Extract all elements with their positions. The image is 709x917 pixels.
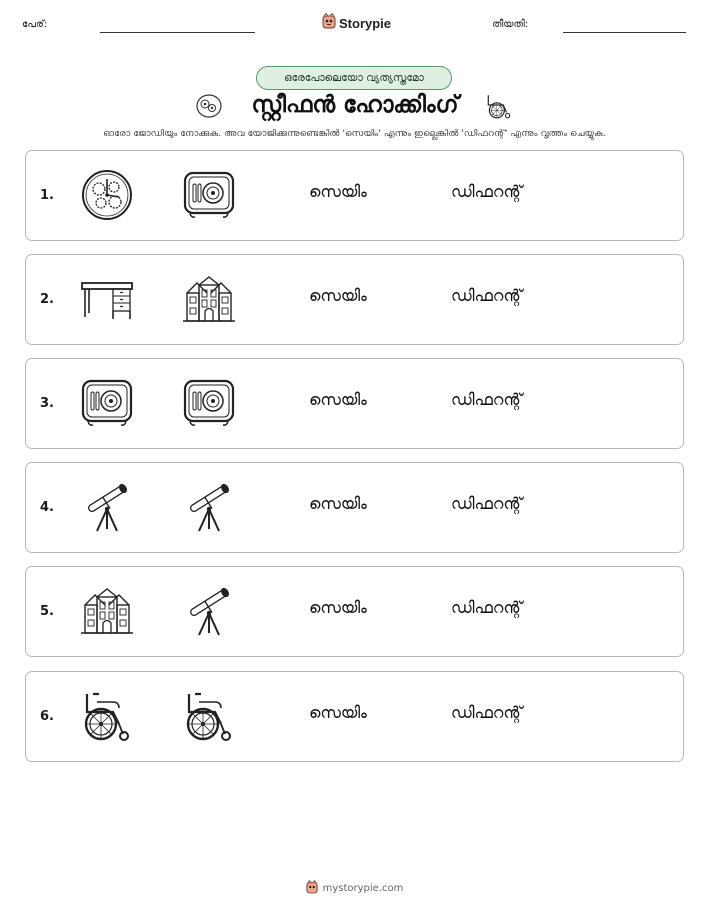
radio-icon [181,377,237,429]
wheelchair-icon [79,690,135,742]
same-option[interactable]: സെയിം [309,286,367,305]
radio-icon [181,169,237,221]
footer-url[interactable]: mystorypie.com [322,883,404,894]
storypie-mascot-icon [306,880,318,897]
different-option[interactable]: ഡിഫറന്റ് [451,390,523,409]
different-option[interactable]: ഡിഫറന്റ് [451,182,523,201]
question-row-5 [25,566,684,657]
question-number: 4. [40,500,54,515]
name-line[interactable] [100,32,255,33]
different-option[interactable]: ഡിഫറന്റ് [451,494,523,513]
brand-name: Storypie [339,15,392,31]
question-number: 5. [40,604,54,619]
question-row-3 [25,358,684,449]
category-badge: ഒരേപോലെയോ വ്യത്യസ്തമോ [256,66,452,90]
same-option[interactable]: സെയിം [309,494,367,513]
footer [0,880,709,897]
name-label: പേര്: [22,19,48,30]
question-number: 1. [40,188,54,203]
question-row-4 [25,462,684,553]
telescope-icon [79,481,135,533]
question-row-2 [25,254,684,345]
question-row-6 [25,671,684,762]
question-row-1 [25,150,684,241]
worksheet-title: സ്റ്റീഫൻ ഹോക്കിംഗ് [251,92,459,118]
clock-icon [79,169,135,221]
building-icon [79,585,135,637]
different-option[interactable]: ഡിഫറന്റ് [451,286,523,305]
same-option[interactable]: സെയിം [309,598,367,617]
different-option[interactable]: ഡിഫറന്റ് [451,703,523,722]
desk-icon [79,273,135,325]
date-label: തീയതി: [492,19,529,30]
wheelchair-icon [181,690,237,742]
question-number: 2. [40,292,54,307]
radio-icon [79,377,135,429]
different-option[interactable]: ഡിഫറന്റ് [451,598,523,617]
telescope-icon [181,481,237,533]
same-option[interactable]: സെയിം [309,703,367,722]
same-option[interactable]: സെയിം [309,390,367,409]
wheelchair-icon [484,92,514,124]
instructions: ഓരോ ജോഡിയും നോക്കുക. അവ യോജിക്കുന്നുണ്ടെങ്കിൽ 'സെയിം' എന്നും ഇല്ലെങ്കിൽ 'ഡിഫറന്റ്' എന്നും വൃത്തം ചെയ്യുക. [103,128,606,139]
brand-logo [322,13,391,33]
storypie-mascot-icon [322,13,336,33]
building-icon [181,273,237,325]
same-option[interactable]: സെയിം [309,182,367,201]
question-number: 6. [40,709,54,724]
question-number: 3. [40,396,54,411]
brain-gears-icon [195,93,223,123]
telescope-icon [181,585,237,637]
date-line[interactable] [563,32,686,33]
